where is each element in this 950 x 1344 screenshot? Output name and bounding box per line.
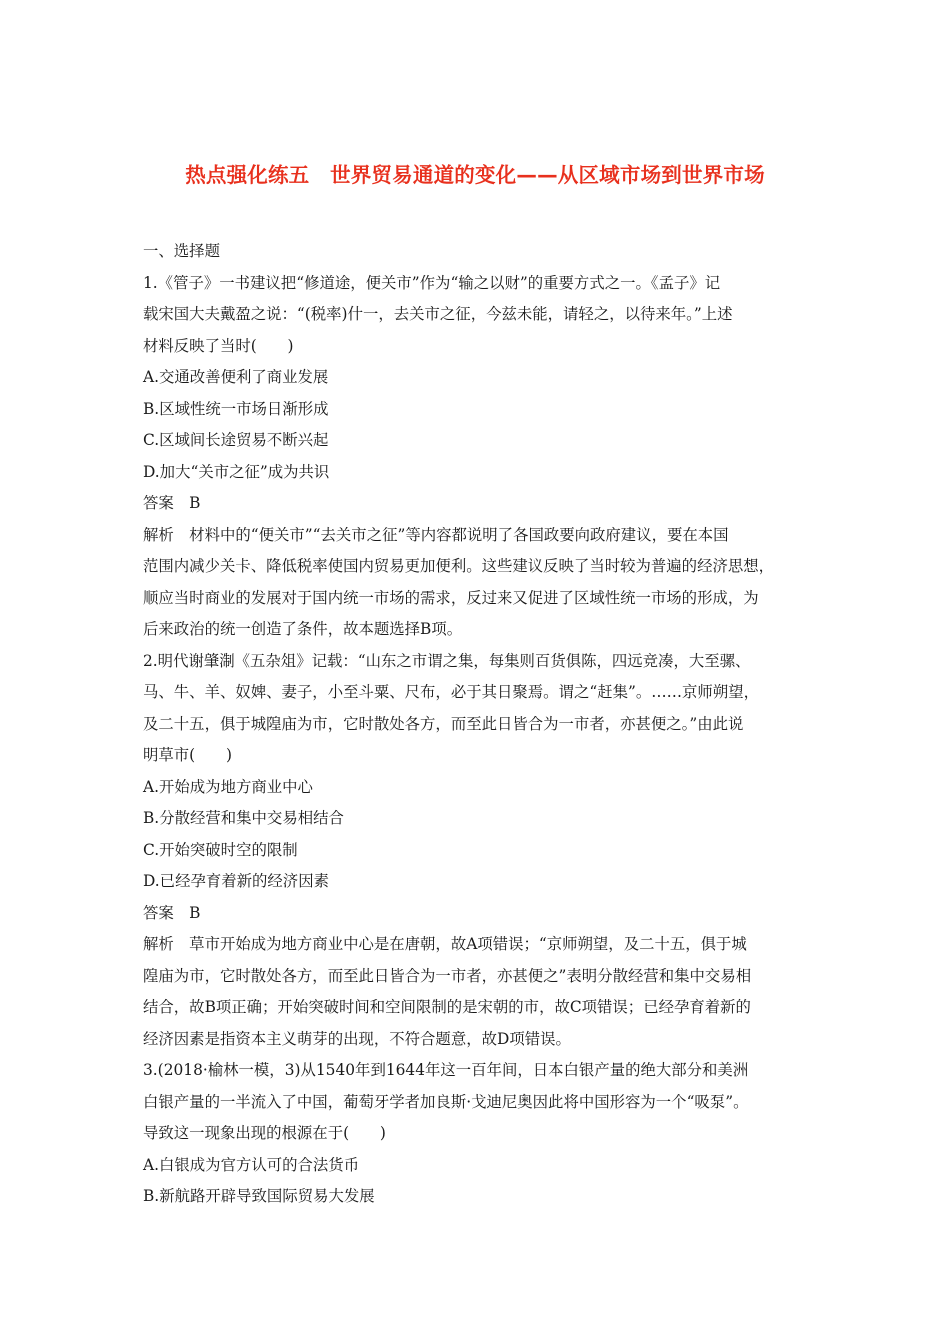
content-body bbox=[143, 236, 823, 1213]
analysis-line: 隍庙为市，它时散处各方，而至此日皆合为一市者，亦甚便之”表明分散经营和集中交易相 bbox=[143, 966, 752, 985]
question-3 bbox=[143, 1055, 823, 1213]
question-stem-line: 材料反映了当时( ) bbox=[143, 336, 294, 355]
analysis-line: 解析 材料中的“便关市”“去关市之征”等内容都说明了各国政要向政府建议，要在本国 bbox=[143, 525, 729, 544]
question-stem-line: 马、牛、羊、奴婢、妻子，小至斗粟、尺布，必于其日聚焉。谓之“赶集”。……京师朔望， bbox=[143, 683, 759, 701]
question-stem-line: 2.明代谢肇淛《五杂俎》记载：“山东之市谓之集，每集则百货俱陈，四远竞凑，大至骡、 bbox=[143, 651, 751, 670]
option-b: B.新航路开辟导致国际贸易大发展 bbox=[143, 1187, 375, 1205]
answer: 答案 B bbox=[143, 903, 201, 922]
question-stem-line: 白银产量的一半流入了中国，葡萄牙学者加良斯·戈迪尼奥因此将中国形容为一个“吸泵”。 bbox=[143, 1092, 749, 1111]
question-stem-line: 3.(2018·榆林一模，3)从1540年到1644年这一百年间，日本白银产量的绝大部分和美洲 bbox=[143, 1061, 749, 1079]
question-stem-line: 导致这一现象出现的根源在于( ) bbox=[143, 1124, 386, 1142]
section-heading: 一、选择题 bbox=[143, 242, 220, 260]
question-stem-line: 及二十五，俱于城隍庙为市，它时散处各方，而至此日皆合为一市者，亦甚便之。”由此说 bbox=[143, 714, 744, 733]
question-stem-line: 明草市( ) bbox=[143, 746, 232, 764]
option-b: B.区域性统一市场日渐形成 bbox=[143, 399, 329, 418]
analysis-line: 结合，故B项正确；开始突破时间和空间限制的是宋朝的市，故C项错误；已经孕育着新的 bbox=[143, 998, 751, 1016]
analysis-line: 顺应当时商业的发展对于国内统一市场的需求，反过来又促进了区域性统一市场的形成，为 bbox=[143, 588, 759, 607]
option-d: D.加大“关市之征”成为共识 bbox=[143, 462, 330, 481]
option-d: D.已经孕育着新的经济因素 bbox=[143, 872, 329, 890]
option-c: C.区域间长途贸易不断兴起 bbox=[143, 431, 329, 449]
option-c: C.开始突破时空的限制 bbox=[143, 840, 298, 859]
page-title: 热点强化练五 世界贸易通道的变化——从区域市场到世界市场 bbox=[185, 163, 765, 187]
option-a: A.交通改善便利了商业发展 bbox=[143, 368, 329, 386]
answer: 答案 B bbox=[143, 494, 201, 512]
question-1 bbox=[143, 268, 823, 646]
question-2 bbox=[143, 646, 823, 1056]
option-b: B.分散经营和集中交易相结合 bbox=[143, 809, 344, 827]
question-stem-line: 载宋国大夫戴盈之说：“(税率)什一，去关市之征，今兹未能，请轻之，以待来年。”上述 bbox=[143, 305, 733, 323]
analysis-line: 经济因素是指资本主义萌芽的出现，不符合题意，故D项错误。 bbox=[143, 1029, 571, 1048]
analysis-line: 解析 草市开始成为地方商业中心是在唐朝，故A项错误；“京师朔望，及二十五，俱于城 bbox=[143, 935, 747, 953]
question-stem-line: 1.《管子》一书建议把“修道途，便关市”作为“输之以财”的重要方式之一。《孟子》记 bbox=[143, 273, 721, 292]
option-a: A.白银成为官方认可的合法货币 bbox=[143, 1155, 360, 1174]
option-a: A.开始成为地方商业中心 bbox=[143, 777, 313, 796]
analysis-line: 后来政治的统一创造了条件，故本题选择B项。 bbox=[143, 620, 463, 638]
analysis-line: 范围内减少关卡、降低税率使国内贸易更加便利。这些建议反映了当时较为普遍的经济思想， bbox=[143, 557, 775, 575]
